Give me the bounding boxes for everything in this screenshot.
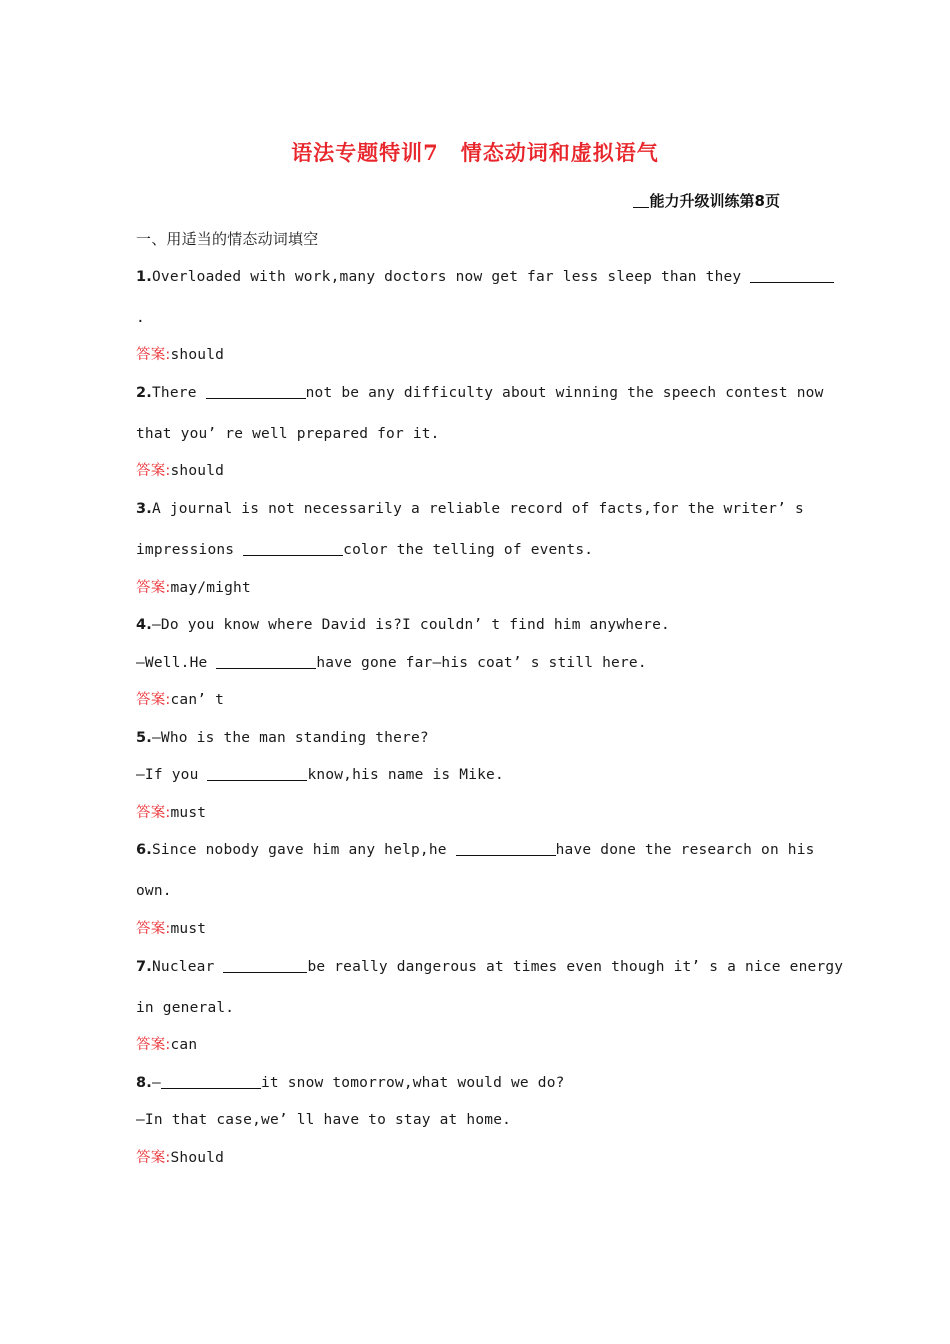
question-text: have gone far—his coat’ s still here. — [316, 655, 647, 671]
question-4 — [136, 615, 670, 635]
answer-1 — [136, 345, 224, 365]
question-text: impressions — [136, 542, 244, 558]
answer-label: 答案: — [136, 580, 171, 596]
answer-blank[interactable] — [216, 654, 316, 669]
question-text: have done the research on his — [555, 842, 815, 858]
answer-7 — [136, 1035, 197, 1055]
question-8-line-2: —In that case,we’ ll have to stay at home. — [136, 1112, 512, 1128]
answer-label: 答案: — [136, 347, 171, 363]
question-6 — [136, 840, 815, 860]
answer-3 — [136, 578, 251, 598]
question-2 — [136, 383, 824, 403]
question-number: 4. — [136, 617, 152, 633]
answer-value: must — [170, 921, 207, 937]
question-text: Overloaded with work,many doctors now get far less sleep than they — [152, 269, 751, 285]
answer-8 — [136, 1148, 224, 1168]
section-title: 一、用适当的情态动词填空 — [136, 230, 319, 248]
question-text: Nuclear — [152, 959, 224, 975]
question-text: color the telling of events. — [343, 542, 594, 558]
question-3 — [136, 499, 804, 519]
answer-6 — [136, 919, 206, 939]
answer-blank[interactable] — [206, 384, 306, 399]
answer-value: can — [170, 1037, 198, 1053]
answer-blank[interactable] — [161, 1074, 261, 1089]
question-text: —Who is the man standing there? — [152, 730, 429, 746]
question-number: 3. — [136, 501, 152, 517]
question-text: Since nobody gave him any help,he — [152, 842, 456, 858]
subtitle-text: 能力升级训练第8页 — [649, 192, 780, 210]
question-number: 7. — [136, 959, 152, 975]
answer-label: 答案: — [136, 1037, 171, 1053]
question-text: A journal is not necessarily a reliable record of facts,for the writer’ s — [152, 501, 804, 517]
question-text: not be any difficulty about winning the speech contest now — [305, 385, 824, 401]
answer-blank[interactable] — [750, 268, 834, 283]
answer-label: 答案: — [136, 692, 171, 708]
answer-value: should — [170, 463, 225, 479]
answer-label: 答案: — [136, 805, 171, 821]
question-text: be really dangerous at times even though it’ s a nice energy — [307, 959, 844, 975]
question-1 — [136, 267, 834, 287]
answer-blank[interactable] — [456, 841, 556, 856]
answer-5 — [136, 803, 206, 823]
question-2-line-2: that you’ re well prepared for it. — [136, 426, 440, 442]
answer-value: Should — [170, 1150, 225, 1166]
answer-label: 答案: — [136, 463, 171, 479]
question-text: There — [152, 385, 206, 401]
question-text: —Well.He — [136, 655, 217, 671]
question-3-line-2 — [136, 540, 593, 560]
question-text: —Do you know where David is?I couldn’ t find him anywhere. — [152, 617, 670, 633]
answer-4 — [136, 690, 224, 710]
subtitle-underline — [633, 207, 649, 208]
answer-value: may/might — [170, 580, 251, 596]
page-title: 语法专题特训7 情态动词和虚拟语气 — [291, 140, 659, 165]
question-number: 2. — [136, 385, 152, 401]
answer-label: 答案: — [136, 921, 171, 937]
question-1-line-2: . — [136, 310, 145, 326]
answer-label: 答案: — [136, 1150, 171, 1166]
answer-blank[interactable] — [243, 541, 343, 556]
question-text: —If you — [136, 767, 208, 783]
question-text: — — [152, 1075, 161, 1091]
question-number: 8. — [136, 1075, 152, 1091]
question-text: know,his name is Mike. — [307, 767, 504, 783]
page-subtitle — [633, 190, 780, 211]
answer-2 — [136, 461, 224, 481]
answer-value: must — [170, 805, 207, 821]
question-number: 5. — [136, 730, 152, 746]
answer-value: should — [170, 347, 225, 363]
answer-value: can’ t — [170, 692, 225, 708]
question-number: 6. — [136, 842, 152, 858]
question-text: it snow tomorrow,what would we do? — [260, 1075, 565, 1091]
question-5 — [136, 728, 429, 748]
question-number: 1. — [136, 269, 152, 285]
answer-blank[interactable] — [223, 958, 307, 973]
question-7 — [136, 957, 843, 977]
question-8 — [136, 1073, 565, 1093]
question-7-line-2: in general. — [136, 1000, 235, 1016]
question-5-line-2 — [136, 765, 504, 785]
question-4-line-2 — [136, 653, 647, 673]
answer-blank[interactable] — [207, 766, 307, 781]
question-6-line-2: own. — [136, 883, 172, 899]
